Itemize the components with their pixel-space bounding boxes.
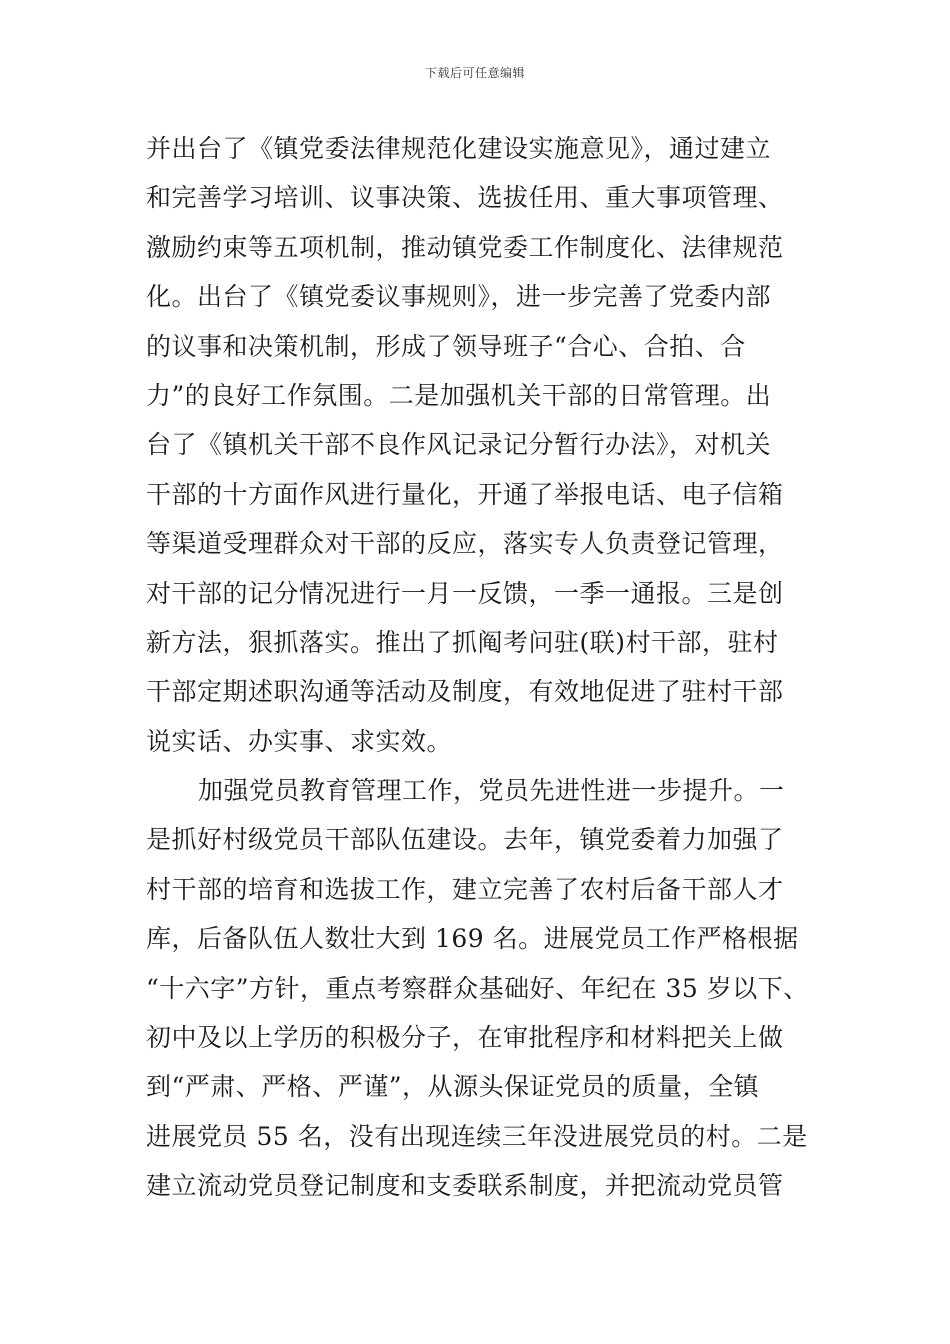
text-line: 干部定期述职沟通等活动及制度，有效地促进了驻村干部 [146,677,784,707]
text-line: 加强党员教育管理工作，党员先进性进一步提升。一 [198,776,785,806]
text-line: 台了《镇机关干部不良作风记录记分暂行办法》，对机关 [146,430,772,460]
text-line: 激励约束等五项机制，推动镇党委工作制度化、法律规范 [146,232,784,262]
text-line: 库，后备队伍人数壮大到 169 名。进展党员工作严格根据 [146,924,799,954]
text-line: 初中及以上学历的积极分子，在审批程序和材料把关上做 [146,1023,784,1053]
document-body [146,124,826,1211]
text-line: 等渠道受理群众对干部的反应，落实专人负责登记管理， [146,529,784,559]
text-line: “十六字”方针，重点考察群众基础好、年纪在 35 岁以下、 [146,973,809,1003]
text-line: 建立流动党员登记制度和支委联系制度，并把流动党员管 [146,1171,784,1201]
text-line: 干部的十方面作风进行量化，开通了举报电话、电子信箱 [146,479,784,509]
text-line: 化。出台了《镇党委议事规则》，进一步完善了党委内部 [146,282,772,312]
text-line: 说实话、办实事、求实效。 [146,726,453,756]
paragraph-2 [146,766,826,1211]
text-line: 和完善学习培训、议事决策、选拔任用、重大事项管理、 [146,183,784,213]
text-line: 并出台了《镇党委法律规范化建设实施意见》，通过建立 [146,134,772,163]
text-line: 力”的良好工作氛围。二是加强机关干部的日常管理。出 [146,380,772,410]
text-line: 是抓好村级党员干部队伍建设。去年，镇党委着力加强了 [146,825,784,855]
text-line: 到“严肃、严格、严谨”，从源头保证党员的质量，全镇 [146,1072,760,1102]
text-line: 对干部的记分情况进行一月一反馈，一季一通报。三是创 [146,578,784,608]
text-line: 新方法，狠抓落实。推出了抓阄考问驻(联)村干部，驻村 [146,627,779,657]
text-line: 村干部的培育和选拔工作，建立完善了农村后备干部人才 [146,874,784,904]
page-header: 下载后可任意编辑 [424,66,525,80]
paragraph-1 [146,124,826,766]
text-line: 进展党员 55 名，没有出现连续三年没进展党员的村。二是 [146,1121,808,1151]
text-line: 的议事和决策机制，形成了领导班子“合心、合拍、合 [146,331,746,361]
